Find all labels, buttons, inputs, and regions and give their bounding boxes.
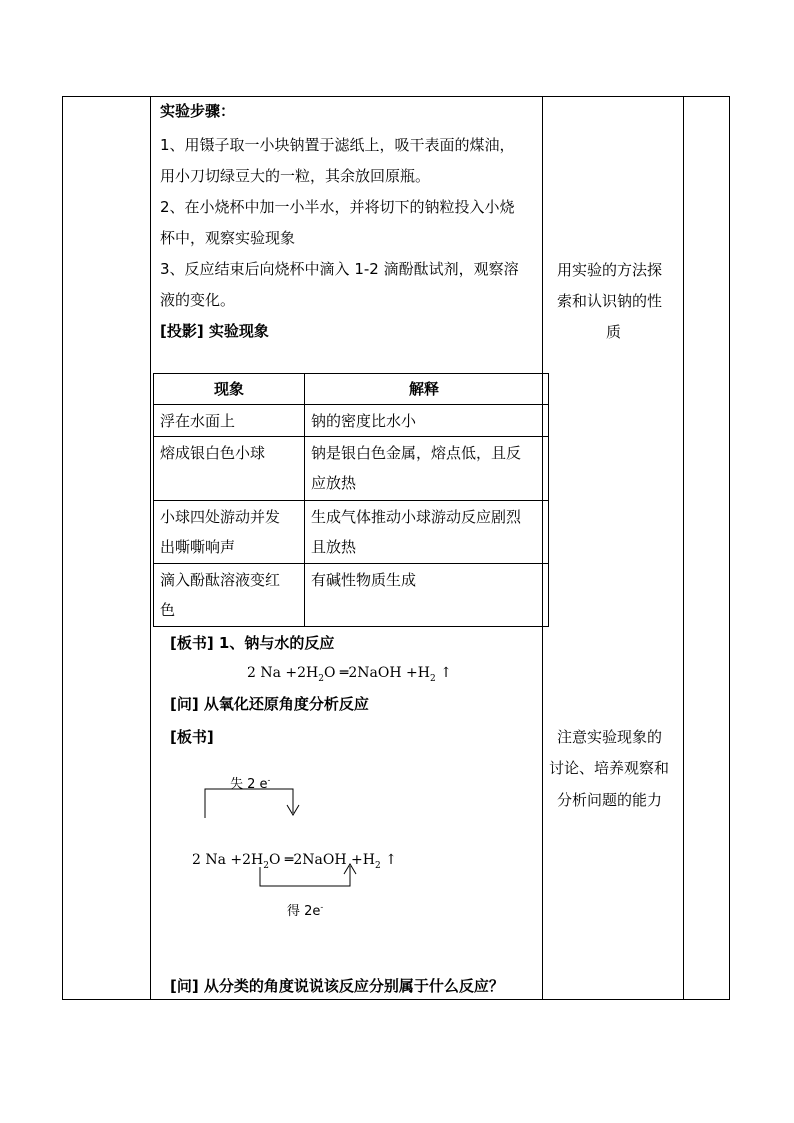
lose-electrons-label: 失 2 e- [230, 775, 271, 792]
intent-line: 质 [606, 323, 622, 341]
step-line: 2、在小烧杯中加一小半水，并将切下的钠粒投入小烧 [160, 198, 515, 216]
table-cell: 出嘶嘶响声 [160, 538, 236, 556]
step-line: 杯中，观察实验现象 [160, 229, 296, 247]
table-cell: 有碱性物质生成 [311, 571, 417, 589]
intent-line: 讨论、培养观察和 [549, 759, 670, 777]
steps-heading: 实验步骤： [160, 102, 236, 120]
table-cell: 钠是银白色金属，熔点低，且反 [311, 444, 522, 462]
reaction-equation-diagram: 2 $Na +2H_2O$ ═2NaOH $+H_2$ ↑ [192, 852, 397, 871]
table-cell: 小球四处游动并发 [160, 508, 281, 526]
table-cell: 钠的密度比水小 [311, 412, 417, 430]
intent-line: 索和认识钠的性 [557, 292, 663, 310]
table-cell: 滴入酚酞溶液变红 [160, 571, 281, 589]
projection-label: [投影] 实验现象 [160, 322, 269, 340]
question-redox: [问] 从氧化还原角度分析反应 [170, 695, 369, 713]
table-cell: 色 [160, 601, 176, 619]
table-cell: 应放热 [311, 474, 357, 492]
table-header: 解释 [409, 380, 440, 398]
lose-bracket [205, 789, 293, 818]
table-cell: 熔成银白色小球 [160, 444, 266, 462]
gain-electrons-label: 得 2e- [287, 902, 324, 919]
table-cell: 浮在水面上 [160, 412, 236, 430]
table-header: 现象 [214, 380, 245, 398]
table-cell: 且放热 [311, 538, 357, 556]
step-line: 3、反应结束后向烧杯中滴入 1-2 滴酚酞试剂，观察溶 [160, 260, 519, 278]
intent-line: 用实验的方法探 [557, 261, 663, 279]
step-line: 用小刀切绿豆大的一粒，其余放回原瓶。 [160, 167, 431, 185]
board-label: [板书] [170, 728, 214, 746]
intent-line: 注意实验现象的 [557, 728, 663, 746]
question-classification: [问] 从分类的角度说说该反应分别属于什么反应？ [170, 977, 504, 995]
step-line: 液的变化。 [160, 291, 236, 309]
reaction-equation: 2 $Na +2H_2O$ ═2NaOH $+H_2$ ↑ [247, 665, 452, 684]
table-cell: 生成气体推动小球游动反应剧烈 [311, 508, 522, 526]
board-title: [板书] 1、钠与水的反应 [170, 634, 335, 652]
intent-line: 分析问题的能力 [557, 791, 663, 809]
step-line: 1、用镊子取一小块钠置于滤纸上，吸干表面的煤油， [160, 136, 515, 154]
